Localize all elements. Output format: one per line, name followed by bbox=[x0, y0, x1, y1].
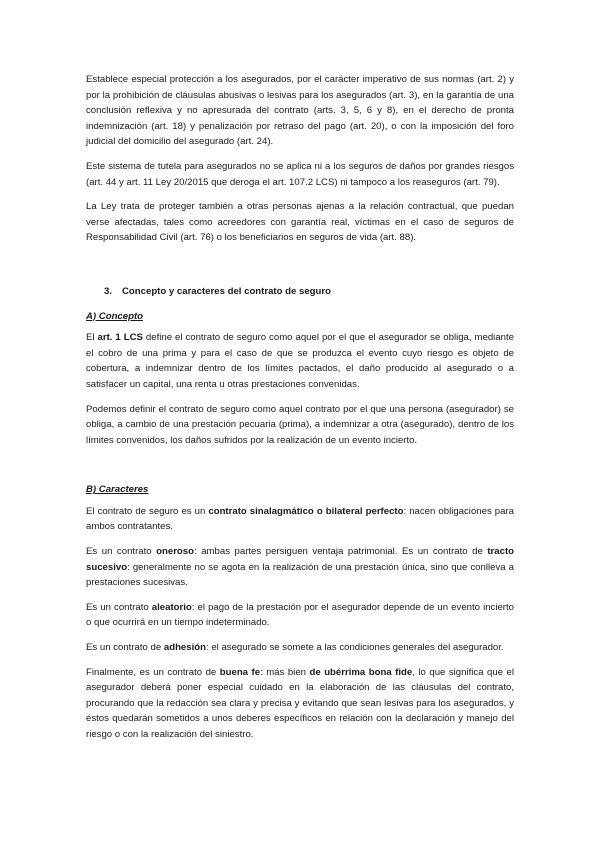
intro-paragraph-2: Este sistema de tutela para asegurados no se aplica ni a los seguros de daños por grandes riesgos (art. 44 y art. 11 Ley 20/2015 que deroga el art. 107.2 LCS) ni tampoco a los reaseguros (art. 79). bbox=[86, 160, 514, 188]
text-run: define el contrato de seguro como aquel por el que el asegurador se obliga, mediante el cobro de una prima y para el caso de que se produzca el evento cuyo riesgo es objeto de cobertura, a indemnizar dentro de los límites pactados, el daño producido al asegurado o a satisfacer un capital, una renta u otras prestaciones convenidas. bbox=[86, 332, 514, 390]
caracteres-paragraph-3 bbox=[86, 600, 514, 631]
bold-run: tracto sucesivo bbox=[86, 546, 514, 573]
bold-run: aleatorio bbox=[151, 601, 192, 613]
concepto-heading: A) Concepto bbox=[86, 310, 144, 322]
text-run: El contrato de seguro es un bbox=[86, 505, 209, 517]
bold-run: de ubérrima bona fide bbox=[309, 666, 413, 678]
concepto-paragraph-2: Podemos definir el contrato de seguro como aquel contrato por el que una persona (asegurador) se obliga, a cambio de una prestación pecuaria (prima), a indemnizar a otra (asegurado), dentro de los límites convenidos, los daños sufridos por la realización de un evento incierto. bbox=[86, 403, 514, 446]
caracteres-paragraph-1 bbox=[86, 504, 514, 535]
caracteres-heading: B) Caracteres bbox=[86, 484, 149, 496]
text-run: : ambas partes persiguen ventaja patrimonial. Es un contrato de bbox=[194, 546, 488, 558]
intro-paragraph-1: Establece especial protección a los asegurados, por el carácter imperativo de sus normas (art. 2) y por la prohibición de cláusulas abusivas o lesivas para los asegurados (art. 3), en la garantía de una conclusión reflexiva y no apresurada del contrato (arts. 3, 5, 6 y 8), en el derecho de pronta indemnización (art. 18) y penalización por retraso del pago (art. 20), o con la imposición del foro judicial del domicilio del asegurado (art. 24). bbox=[86, 74, 514, 148]
caracteres-paragraph-5 bbox=[86, 665, 514, 743]
caracteres-paragraph-2 bbox=[86, 544, 514, 591]
intro-paragraph-3: La Ley trata de proteger también a otras personas ajenas a la relación contractual, que puedan verse afectadas, tales como acreedores con garantía real, víctimas en el caso de seguros de Responsabilidad Civil (art. 76) o los beneficiarios en seguros de vida (art. 88). bbox=[86, 201, 514, 244]
text-run: Es un contrato bbox=[86, 546, 157, 558]
text-run: Es un contrato de bbox=[86, 642, 164, 654]
bold-run: art. 1 LCS bbox=[97, 332, 143, 344]
text-run: , lo que significa que el asegurador deberá poner especial cuidado en la elaboración de las cláusulas del contrato, procurando que la redacción sea clara y precisa y evitando que sean lesivas para los asegurados, y éstos quedarán sometidos a unos deberes específicos en relación con la declaración y manejo del riesgo o con la realización del siniestro. bbox=[86, 666, 515, 740]
concepto-paragraph-1 bbox=[86, 330, 514, 392]
text-run: : el asegurado se somete a las condiciones generales del asegurador. bbox=[206, 642, 504, 654]
bold-run: contrato sinalagmático o bilateral perfecto bbox=[208, 505, 404, 517]
text-run: : el pago de la prestación por el asegurador depende de un evento incierto o que ocurrirá en un tiempo indeterminado. bbox=[86, 601, 514, 629]
bold-run: adhesión bbox=[163, 642, 206, 654]
text-run: : generalmente no se agota en la realización de una prestación única, sino que conlleva a prestaciones sucesivas. bbox=[86, 561, 514, 589]
text-run: : más bien bbox=[260, 666, 310, 678]
section-title: Concepto y caracteres del contrato de seguro bbox=[122, 285, 331, 297]
section-heading bbox=[104, 284, 514, 300]
bold-run: buena fe bbox=[219, 666, 261, 678]
caracteres-paragraph-4 bbox=[86, 640, 514, 656]
text-run: El bbox=[86, 332, 98, 344]
section-number: 3. bbox=[104, 285, 113, 297]
text-run: : nacen obligaciones para ambos contratantes. bbox=[86, 505, 515, 533]
text-run: Finalmente, es un contrato de bbox=[86, 666, 220, 678]
bold-run: oneroso bbox=[156, 546, 194, 558]
text-run: Es un contrato bbox=[86, 601, 152, 613]
